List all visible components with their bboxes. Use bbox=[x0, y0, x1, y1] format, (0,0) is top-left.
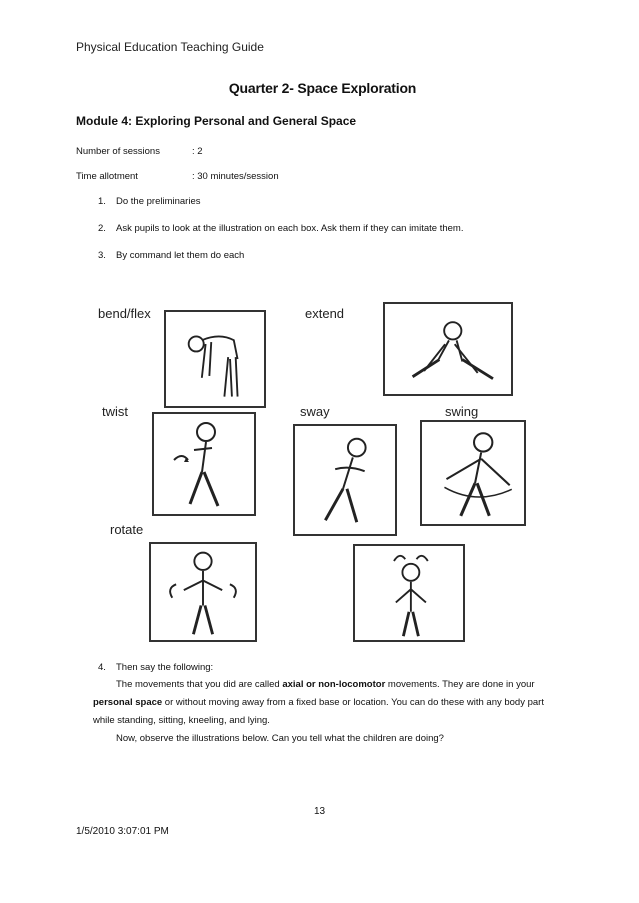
paragraph-line-1 bbox=[116, 676, 535, 694]
sessions-value: : 2 bbox=[192, 146, 203, 157]
page-number: 13 bbox=[313, 806, 326, 817]
swing-illustration bbox=[420, 420, 526, 526]
step-3 bbox=[0, 250, 639, 264]
bending-child-icon bbox=[166, 312, 264, 406]
label-extend: extend bbox=[305, 306, 345, 321]
sessions-label: Number of sessions bbox=[76, 146, 160, 157]
paragraph-line-4: Now, observe the illustrations below. Can you tell what the children are doing? bbox=[116, 733, 444, 744]
rotate-head-illustration bbox=[353, 544, 465, 642]
rotating-child-icon bbox=[151, 544, 255, 640]
label-bend-flex: bend/flex bbox=[98, 306, 151, 321]
step-text: Ask pupils to look at the illustration on each box. Ask them if they can imitate them. bbox=[116, 223, 464, 234]
stretching-child-icon bbox=[385, 304, 511, 394]
paragraph-line-2 bbox=[93, 694, 544, 712]
step-4-intro: Then say the following: bbox=[116, 662, 214, 673]
swinging-child-icon bbox=[422, 422, 524, 524]
step-number: 2. bbox=[98, 223, 106, 234]
step-2 bbox=[0, 223, 639, 237]
step-text: Do the preliminaries bbox=[116, 196, 201, 207]
step-1 bbox=[0, 196, 639, 210]
keyword-axial: axial or non-locomotor bbox=[282, 679, 386, 690]
footer-timestamp: 1/5/2010 3:07:01 PM bbox=[76, 826, 169, 837]
label-swing: swing bbox=[445, 404, 479, 419]
text: movements. They are done in your bbox=[385, 679, 535, 690]
step-number: 3. bbox=[98, 250, 106, 261]
time-label: Time allotment bbox=[76, 171, 138, 182]
bend-flex-illustration bbox=[164, 310, 266, 408]
extend-illustration bbox=[383, 302, 513, 396]
step-4-number: 4. bbox=[98, 662, 106, 673]
rotating-head-child-icon bbox=[355, 546, 463, 640]
label-twist: twist bbox=[102, 404, 128, 419]
time-value: : 30 minutes/session bbox=[192, 171, 279, 182]
paragraph-line-3: while standing, sitting, kneeling, and lying. bbox=[93, 715, 270, 726]
step-number: 1. bbox=[98, 196, 106, 207]
twist-illustration bbox=[152, 412, 256, 516]
keyword-personal-space: personal space bbox=[93, 697, 163, 708]
label-sway: sway bbox=[300, 404, 330, 419]
text: The movements that you did are called bbox=[116, 679, 283, 690]
sway-illustration bbox=[293, 424, 397, 536]
rotate-arms-illustration bbox=[149, 542, 257, 642]
twisting-child-icon bbox=[154, 414, 254, 514]
step-text: By command let them do each bbox=[116, 250, 245, 261]
page-title: Quarter 2- Space Exploration bbox=[228, 80, 417, 96]
running-header: Physical Education Teaching Guide bbox=[76, 40, 264, 54]
module-heading: Module 4: Exploring Personal and General Space bbox=[76, 114, 357, 128]
swaying-child-icon bbox=[295, 426, 395, 534]
text: or without moving away from a fixed base or location. You can do these with any body part bbox=[162, 697, 544, 708]
label-rotate: rotate bbox=[110, 522, 144, 537]
